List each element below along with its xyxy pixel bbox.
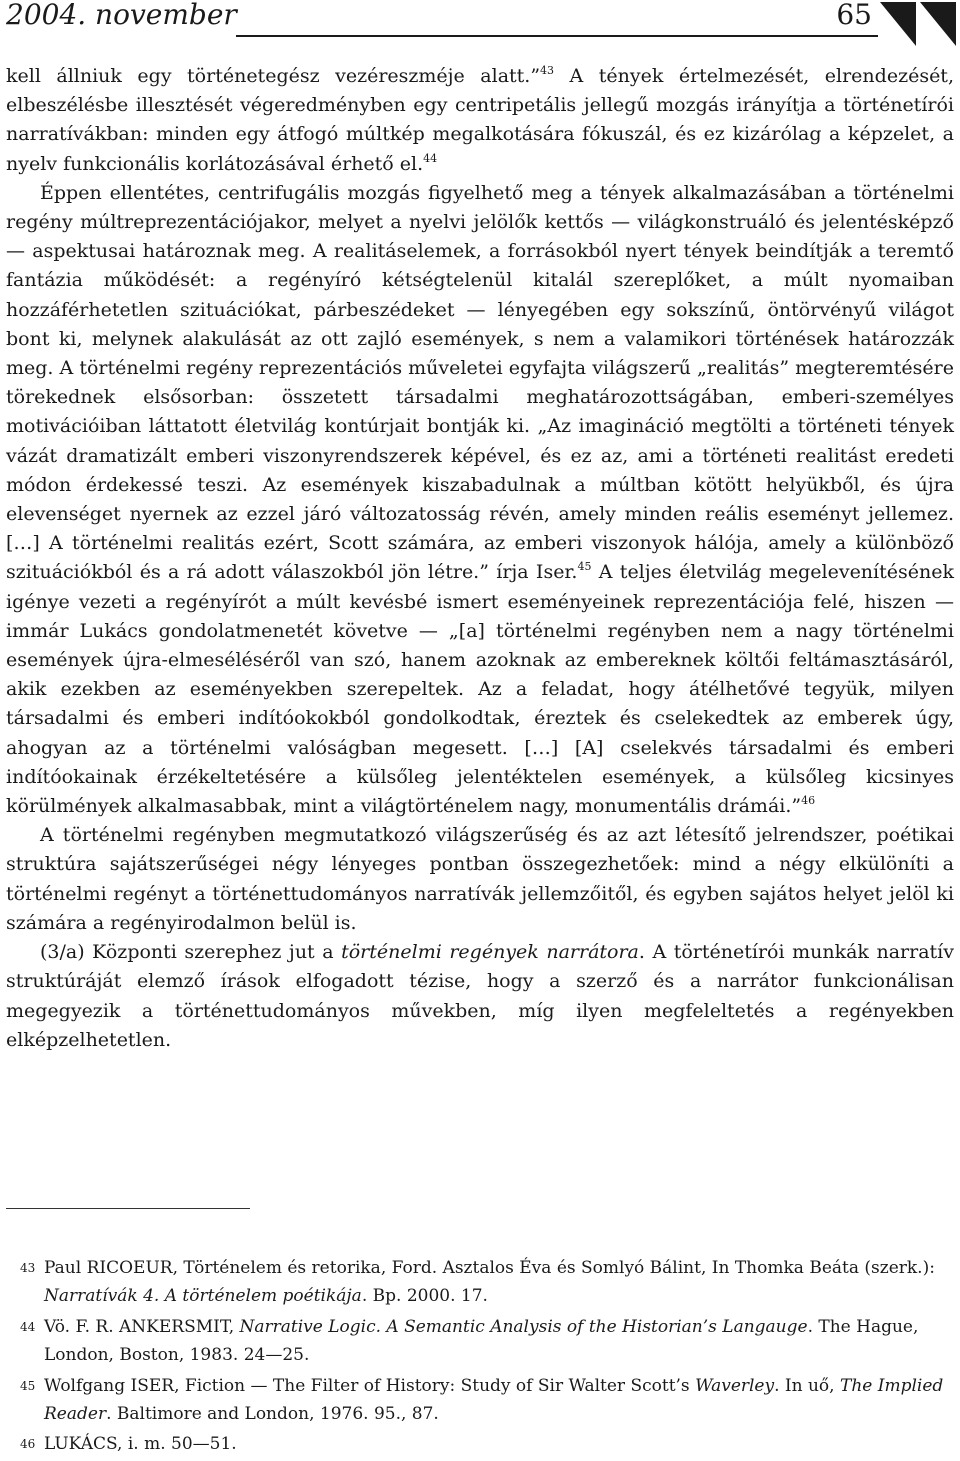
- text-run: . Bp. 2000. 17.: [361, 1286, 488, 1307]
- page-header: [6, 0, 956, 48]
- issue-date: 2004. november: [6, 0, 237, 31]
- footnote-number: 46: [20, 1437, 36, 1452]
- text-run: . Baltimore and London, 1976. 95., 87.: [106, 1404, 439, 1425]
- paragraph-1: [6, 62, 954, 179]
- footnote-separator: [6, 1208, 250, 1209]
- footnote-ref-43: 43: [540, 64, 555, 77]
- emphasis: Narrative Logic. A Semantic Analysis of the Historian’s Langauge: [239, 1316, 808, 1337]
- text-run: Wolfgang ISER, Fiction — The Filter of History: Study of Sir Walter Scott’s: [44, 1375, 696, 1396]
- footnote: [6, 1254, 954, 1311]
- footnote-text: [44, 1372, 954, 1429]
- footnote-text: [44, 1254, 954, 1311]
- footnote-text: [44, 1313, 954, 1370]
- footnote: [6, 1313, 954, 1370]
- footnote-text: [44, 1430, 954, 1458]
- page-number: 65: [836, 0, 872, 31]
- footnote-number: 44: [20, 1319, 36, 1334]
- text-run: . The Hague, London, Boston, 1983. 24—25.: [44, 1316, 919, 1366]
- emphasis: The Implied Reader: [44, 1375, 944, 1425]
- header-rule: [236, 35, 878, 37]
- emphasis: Waverley: [695, 1375, 775, 1396]
- footnotes: [6, 1254, 954, 1461]
- text-run: . A történetírói munkák narratív struktúráját elemző írások elfogadott tézise, hogy a szerző és a narrátor funkcionálisan megegyezik a történettudományos művekben, míg ilyen megfeleltetés a regényekben elképzelhetetlen.: [6, 941, 954, 1051]
- text-run: (3/a) Központi szerephez jut a: [40, 941, 342, 964]
- text-run: Éppen ellentétes, centrifugális mozgás figyelhető meg a tények alkalmazásában a történelmi regény múltreprezentációjakor, melyet a nyelvi jelölők kettős — világkonstruáló és jelentésképző — aspektusai határoznak meg. A realitáselemek, a forrásokból nyert tények beindítják a teremtő fantázia működését: a regényíró kétségtelenül kitalál szereplőket, a múlt nyomaiban hozzáférhetetlen szituációkat, párbeszédeket — lényegében egy sokszínű, öntörvényű világot bont ki, melynek alakulását az ott zajló események, s nem a valamikori történések határozzák meg. A történelmi regény reprezentációs műveletei egyfajta világszerű „realitás” megteremtésére törekednek elsősorban: összetett társadalmi meghatározottságában, emberi-személyes motivációiban láttatott életvilág kontúrjait bontják ki. „Az imagináció megtölti a történeti tények vázát dramatizált emberi viszonyrendszerek képével, és ez az, ami a történeti realitást eredeti módon érdekessé teszi. Az események kiszabadulnak a múltban kötött helyükből, és újra elevenséget nyernek az ezzel járó változatosság révén, amely minden reális eseményt jellemez. […] A történelmi realitás ezért, Scott számára, az emberi viszonyok hálója, amely a különböző szituációkból és a rá adott válaszokból jön létre.” írja Iser.: [6, 181, 954, 584]
- footnote: [6, 1372, 954, 1429]
- paragraph-4: [6, 938, 954, 1055]
- footnote-number: 45: [20, 1378, 36, 1393]
- emphasis: történelmi regények narrátora: [341, 941, 639, 964]
- text-run: A tények értelmezését, elrendezését, elbeszélésbe illesztését végeredményben egy centripetális jellegű mozgás irányítja a történetírói narratívákban: minden egy átfogó múltkép megalkotására fókuszál, és ez kizárólag a képzelet, a nyelv funkcionális korlátozásával érhető el.: [6, 65, 954, 175]
- paragraph-3: A történelmi regényben megmutatkozó világszerűség és az azt létesítő jelrendszer, poétikai struktúra sajátszerűségei négy lényeges pontban összegezhetőek: mind a négy elkülöníti a történelmi regényt a történettudományos narratívák jellemzőitől, és egyben sajátos helyet jelöl ki számára a regényirodalmon belül is.: [6, 824, 954, 934]
- footnote-ref-44: 44: [423, 151, 438, 165]
- text-run: LUKÁCS, i. m. 50—51.: [44, 1434, 237, 1455]
- journal-logo-icon: [880, 2, 956, 46]
- text-run: Vö. F. R. ANKERSMIT,: [44, 1316, 240, 1337]
- text-run: A teljes életvilág megelevenítésének igénye vezeti a regényírót a múlt kevésbé ismert eseményeinek reprezentációja felé, hiszen — immár Lukács gondolatmenetét követve — „[a] történelmi regényben nem a nagy történelmi események újra-elmeséléséről van szó, hanem azoknak az embereknek költői feltámasztásáról, akik ezekben az eseményekben szerepeltek. Az a feladat, hogy átélhetővé tegyük, milyen társadalmi és emberi indítóokokból gondolkodtak, éreztek és cselekedtek az emberek úgy, ahogyan az a történelmi valóságban megesett. […] [A] cselekvés társadalmi és emberi indítóokainak érzékeltetésére a külsőleg jelentéktelen események, a külsőleg kicsinyes körülmények alkalmasabbak, mint a világtörténelem nagy, monumentális drámái.”: [6, 561, 954, 818]
- emphasis: Narratívák 4. A történelem poétikája: [44, 1286, 362, 1307]
- footnote-ref-45: 45: [577, 560, 592, 574]
- article-body: [6, 62, 954, 1055]
- paragraph-2: [6, 179, 954, 821]
- text-run: Paul RICOEUR, Történelem és retorika, Ford. Asztalos Éva és Somlyó Bálint, In Thomka Beáta (szerk.):: [44, 1258, 935, 1278]
- text-run: . In uő,: [774, 1375, 840, 1396]
- text-run: kell állniuk egy történetegész vezéreszméje alatt.”: [6, 65, 541, 87]
- footnote-ref-46: 46: [801, 794, 816, 808]
- footnote: [6, 1430, 954, 1458]
- footnote-number: 43: [20, 1261, 36, 1275]
